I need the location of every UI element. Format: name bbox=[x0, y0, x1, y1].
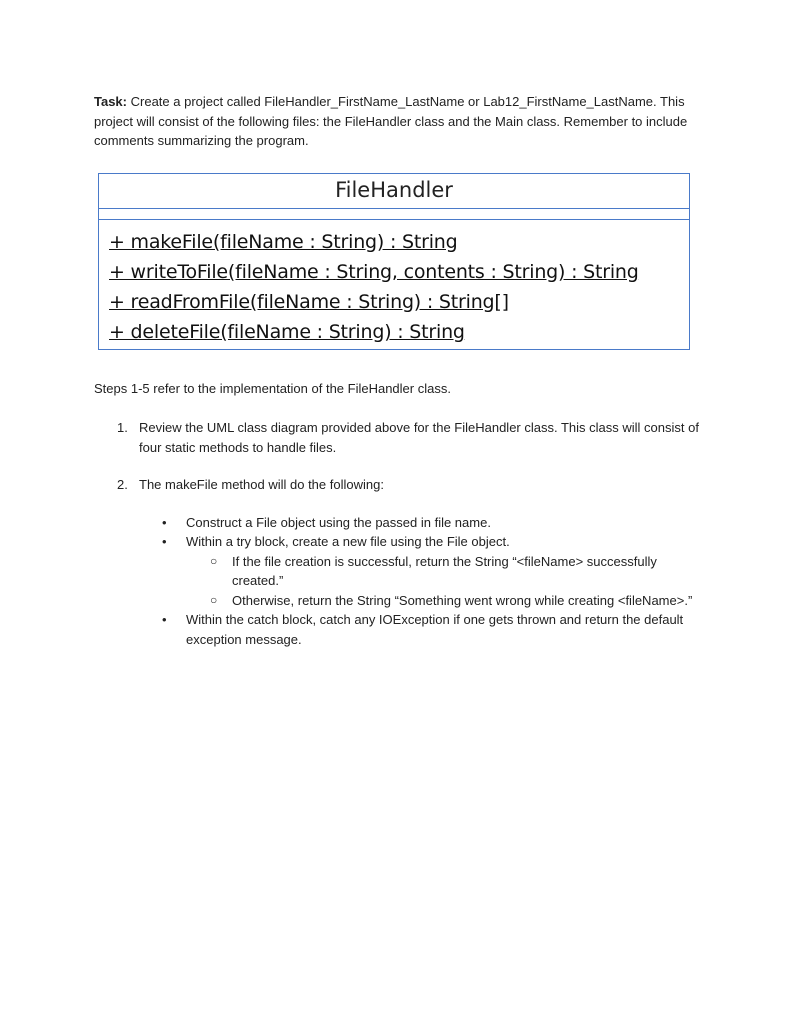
step-text: The makeFile method will do the following: bbox=[139, 477, 384, 492]
step-item bbox=[117, 418, 699, 457]
uml-class-name: FileHandler bbox=[335, 178, 453, 202]
uml-method-makefile: + makeFile(fileName : String) : String bbox=[109, 231, 458, 253]
uml-method-writetofile: + writeToFile(fileName : String, contents : String) : String bbox=[109, 261, 639, 283]
sub-bullet-item bbox=[210, 552, 702, 591]
task-paragraph bbox=[94, 92, 694, 151]
task-label: Task: bbox=[94, 94, 127, 109]
bullet-item bbox=[162, 513, 706, 533]
bullet-item bbox=[162, 532, 706, 610]
bullet-icon: • bbox=[162, 534, 167, 549]
uml-divider-top bbox=[99, 208, 689, 209]
uml-divider-bottom bbox=[99, 219, 689, 220]
bullet-text: Construct a File object using the passed in file name. bbox=[186, 514, 491, 530]
step-number: 1. bbox=[117, 420, 128, 435]
uml-class-diagram bbox=[98, 173, 690, 350]
sub-bullet-item bbox=[210, 591, 702, 611]
task-text: Create a project called FileHandler_FirstName_LastName or Lab12_FirstName_LastName. This project will consist of the following files: the FileHandler class and the Main class. Remember to include comments summarizing the program. bbox=[94, 94, 688, 148]
bullet-icon: • bbox=[162, 514, 167, 530]
steps-intro: Steps 1-5 refer to the implementation of the FileHandler class. bbox=[94, 381, 451, 396]
step-item bbox=[117, 475, 699, 649]
sub-bullet-list bbox=[210, 552, 702, 611]
uml-method-readfromfile: + readFromFile(fileName : String) : String[] bbox=[109, 291, 509, 313]
bullet-icon: • bbox=[162, 612, 167, 627]
hollow-bullet-icon: ○ bbox=[210, 592, 218, 607]
steps-list bbox=[117, 418, 699, 667]
uml-method-deletefile: + deleteFile(fileName : String) : String bbox=[109, 321, 465, 343]
step-text: Review the UML class diagram provided above for the FileHandler class. This class will consist of four static methods to handle files. bbox=[139, 420, 699, 455]
uml-methods-list bbox=[109, 227, 685, 347]
sub-bullet-text: Otherwise, return the String “Something went wrong while creating <fileName>.” bbox=[232, 592, 693, 608]
bullet-item bbox=[162, 610, 706, 649]
hollow-bullet-icon: ○ bbox=[210, 553, 218, 568]
sub-bullet-text: If the file creation is successful, return the String “<fileName> successfully created.” bbox=[232, 553, 657, 588]
bullet-list bbox=[162, 513, 706, 650]
bullet-text: Within a try block, create a new file using the File object. bbox=[186, 534, 510, 549]
bullet-text: Within the catch block, catch any IOException if one gets thrown and return the default exception message. bbox=[186, 612, 684, 647]
step-number: 2. bbox=[117, 477, 128, 492]
